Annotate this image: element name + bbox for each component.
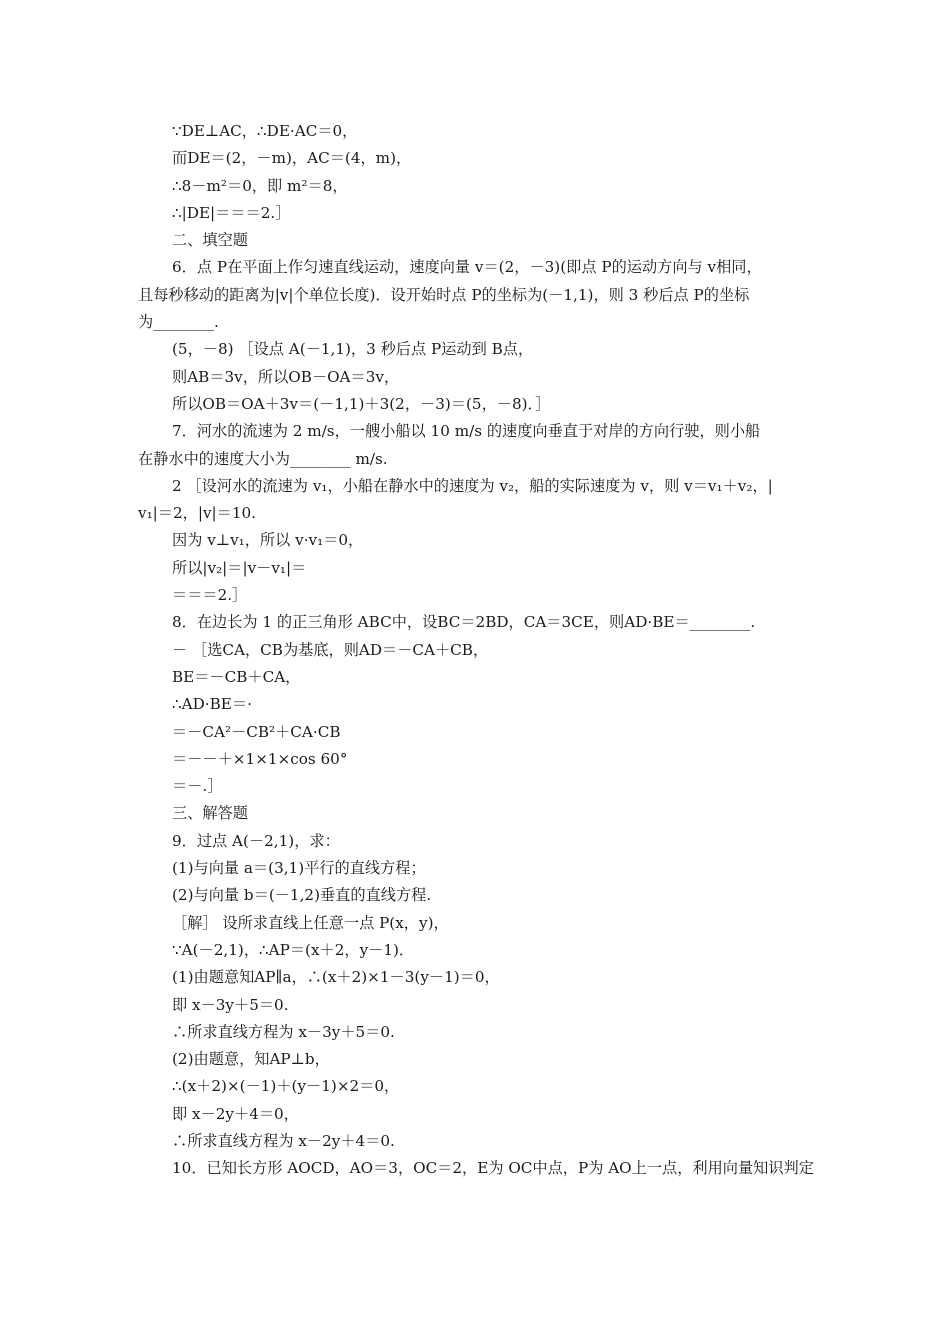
text-line: ＝－.］ <box>172 777 223 796</box>
text-line: (2)由题意，知AP⊥b， <box>172 1050 330 1069</box>
text-line: ＝－CA²－CB²＋CA·CB <box>172 722 341 741</box>
text-line: ∴AD·BE＝· <box>172 695 252 714</box>
text-line: 在静水中的速度大小为________ m/s. <box>138 449 388 468</box>
text-line: 6．点 P在平面上作匀速直线运动，速度向量 v＝(2，－3)(即点 P的运动方向与 v相同， <box>172 258 762 277</box>
text-line: (5，－8) ［设点 A(－1,1)，3 秒后点 P运动到 B点， <box>172 340 534 359</box>
text-line: 10．已知长方形 AOCD，AO＝3，OC＝2，E为 OC中点，P为 AO上一点，利用向量知识判定 <box>172 1159 814 1178</box>
text-line: ∴所求直线方程为 x－2y＋4＝0. <box>172 1131 395 1150</box>
text-line: － ［选CA，CB为基底，则AD＝－CA＋CB， <box>172 640 489 659</box>
text-line: ∴(x＋2)×(－1)＋(y－1)×2＝0， <box>172 1077 400 1096</box>
text-line: (1)由题意知AP∥a，∴(x＋2)×1－3(y－1)＝0， <box>172 968 500 987</box>
text-line: (1)与向量 a＝(3,1)平行的直线方程； <box>172 859 426 878</box>
text-line: BE＝－CB＋CA， <box>172 667 301 686</box>
text-line: 三、解答题 <box>172 804 248 823</box>
text-line: ∵A(－2,1)，∴AP＝(x＋2，y－1)． <box>172 940 415 959</box>
text-line: (2)与向量 b＝(－1,2)垂直的直线方程. <box>172 886 432 905</box>
text-line: 9．过点 A(－2,1)，求： <box>172 831 340 850</box>
text-line: ∴|DE|＝＝＝2.］ <box>172 203 291 222</box>
text-line: ＝＝＝2.］ <box>172 586 248 605</box>
text-line: 而DE＝(2，－m)，AC＝(4，m)， <box>172 149 412 168</box>
text-line: 二、填空题 <box>172 231 248 250</box>
text-line: 即 x－3y＋5＝0. <box>172 995 289 1014</box>
text-line: 且每秒移动的距离为|v|个单位长度)．设开始时点 P的坐标为(－1,1)，则 3 秒后点 P的坐标 <box>138 285 750 304</box>
text-line: ［解］ 设所求直线上任意一点 P(x，y)， <box>172 913 449 932</box>
text-line: ∴所求直线方程为 x－3y＋5＝0. <box>172 1022 395 1041</box>
text-line: 即 x－2y＋4＝0， <box>172 1104 299 1123</box>
text-line: ∵DE⊥AC，∴DE·AC＝0， <box>172 122 358 140</box>
text-line: 7．河水的流速为 2 m/s，一艘小船以 10 m/s 的速度向垂直于对岸的方向行驶，则小船 <box>172 422 761 441</box>
text-line: 2 ［设河水的流速为 v₁，小船在静水中的速度为 v₂，船的实际速度为 v，则 v＝v₁＋v₂，| <box>172 476 773 495</box>
text-line: 所以|v₂|＝|v－v₁|＝ <box>172 558 307 577</box>
text-line: 为________. <box>138 313 219 332</box>
text-line: 因为 v⊥v₁，所以 v·v₁＝0， <box>172 531 364 550</box>
text-line: ＝－－＋×1×1×cos 60° <box>172 749 348 768</box>
text-line: 则AB＝3v，所以OB－OA＝3v， <box>172 367 400 386</box>
document-body <box>138 118 818 1183</box>
text-line: ∴8－m²＝0，即 m²＝8， <box>172 176 348 195</box>
text-line: 所以OB＝OA＋3v＝(－1,1)＋3(2，－3)＝(5，－8)．］ <box>172 394 551 413</box>
text-line: v₁|＝2，|v|＝10. <box>138 504 256 523</box>
text-line: 8．在边长为 1 的正三角形 ABC中，设BC＝2BD，CA＝3CE，则AD·BE＝________. <box>172 613 756 632</box>
